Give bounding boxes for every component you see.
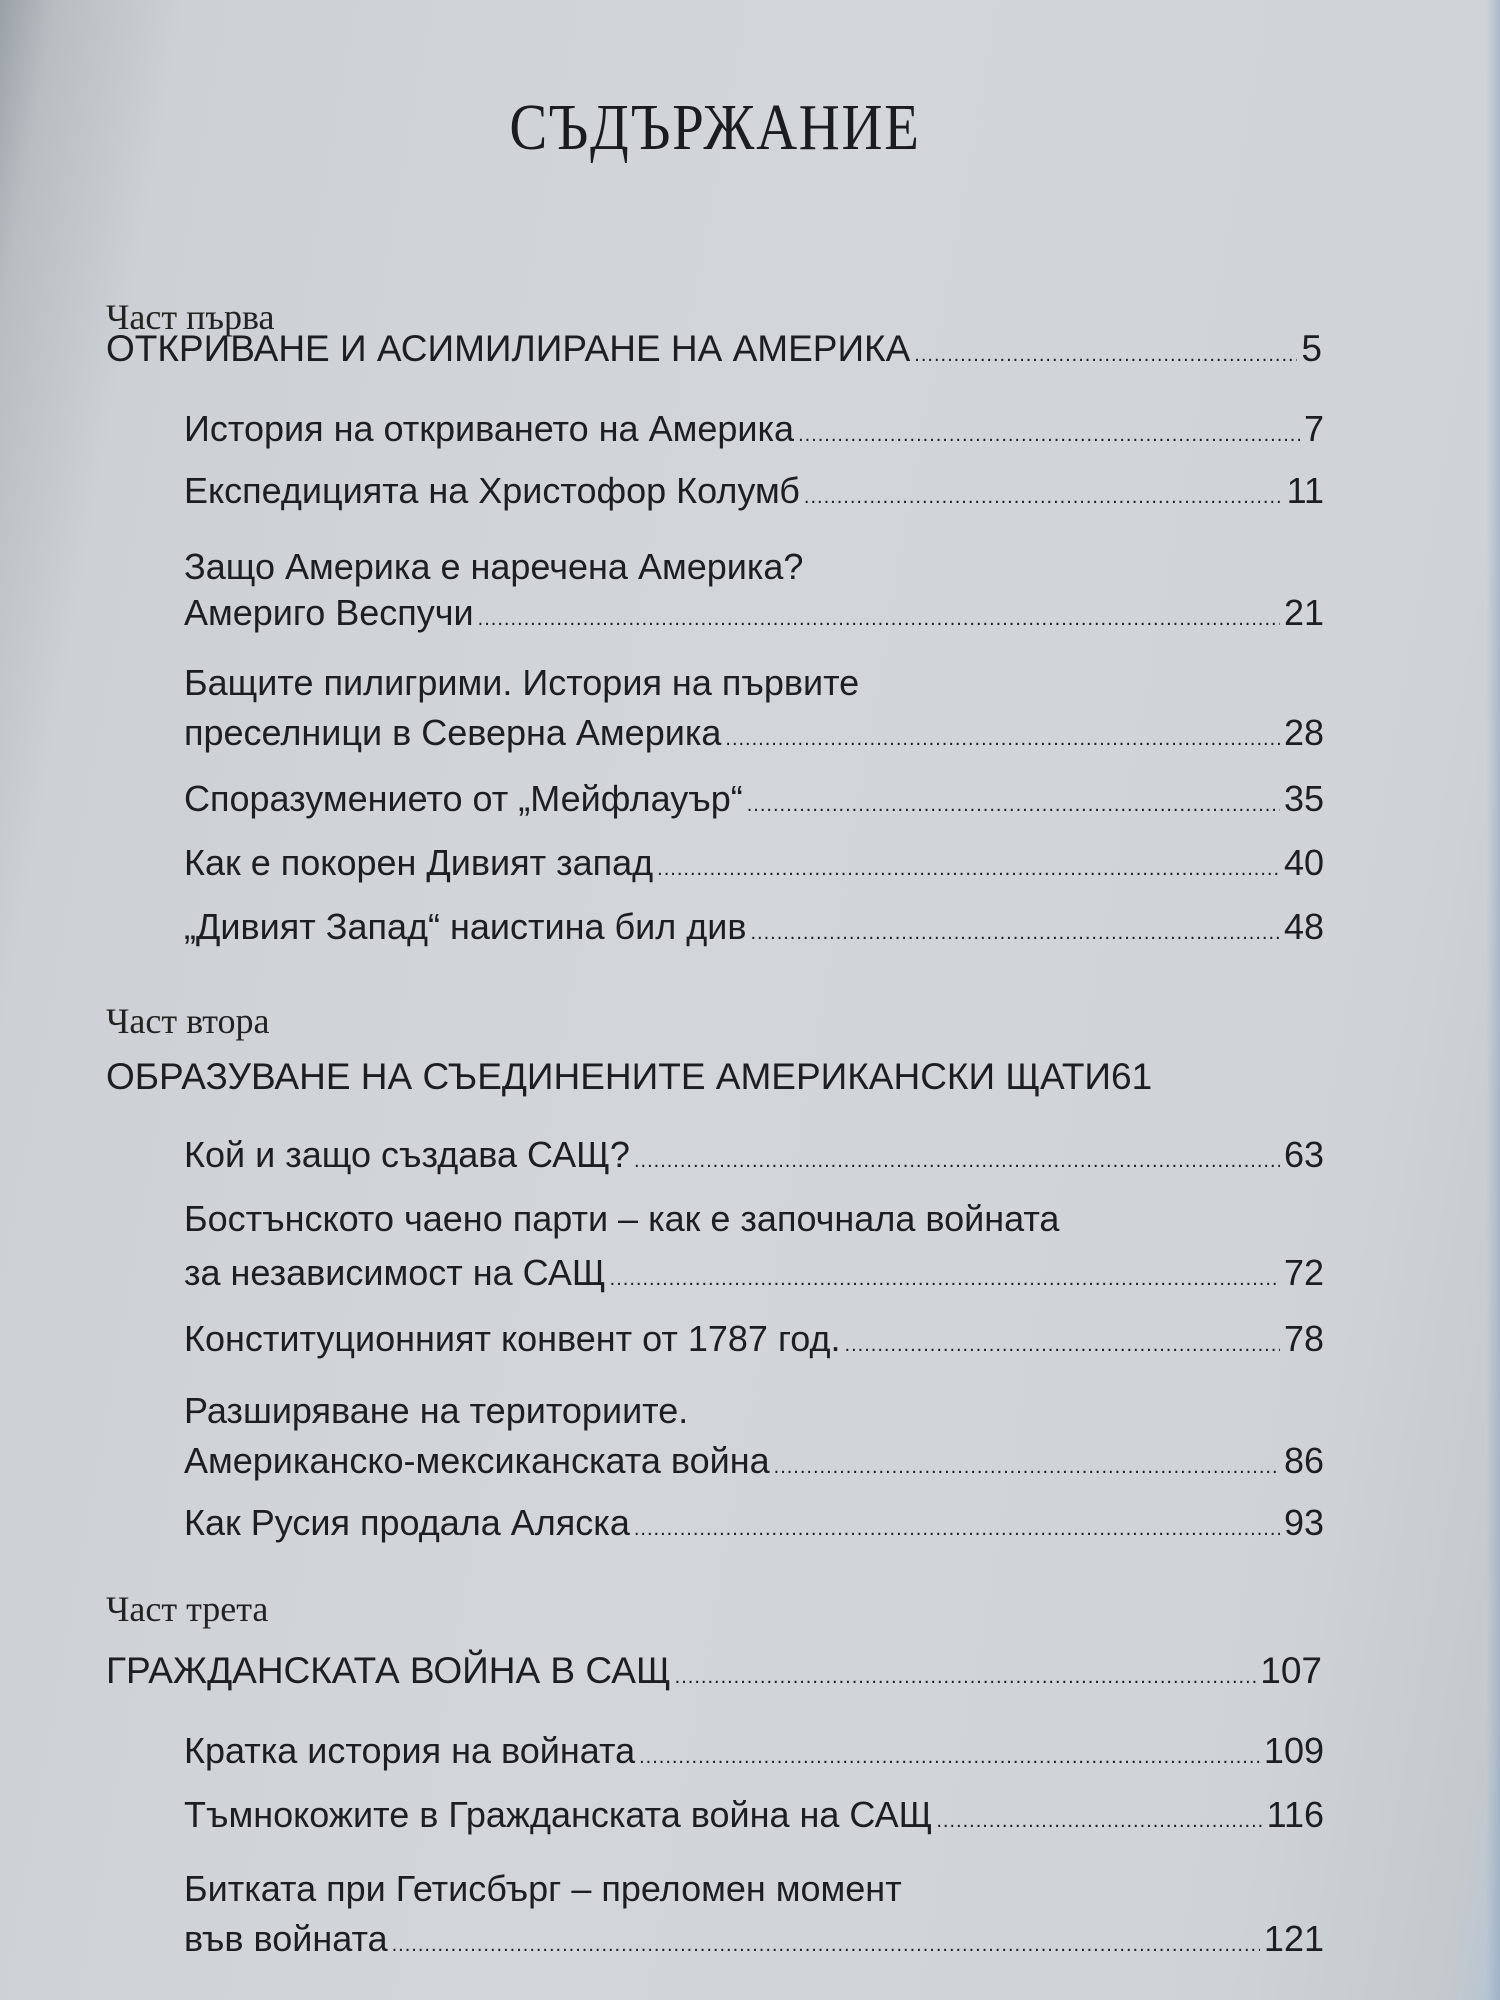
page-number: 21 — [1283, 592, 1324, 633]
leader-dots — [936, 1810, 1262, 1833]
part-label: Част трета — [106, 1589, 269, 1629]
entry-title-line1: Бащите пилигрими. История на първите — [184, 662, 860, 703]
page-number: 109 — [1263, 1730, 1324, 1771]
table-of-contents — [100, 0, 1330, 2000]
entry-title-line1: Бостънското чаено парти – как е започнала войната — [184, 1198, 1060, 1239]
toc-entry — [184, 1502, 1324, 1544]
leader-dots — [845, 1334, 1280, 1357]
entry-title: Кратка история на войната — [184, 1730, 636, 1771]
page-number: 40 — [1283, 842, 1324, 883]
entry-title: Америго Веспучи — [184, 592, 474, 633]
leader-dots — [798, 424, 1300, 447]
page-number: 86 — [1283, 1440, 1324, 1481]
toc-entry — [184, 712, 1324, 754]
leader-dots — [804, 486, 1283, 509]
toc-entry — [184, 408, 1324, 450]
leader-dots — [610, 1268, 1280, 1291]
entry-title: за независимост на САЩ — [184, 1252, 606, 1293]
leader-dots — [675, 1666, 1257, 1689]
leader-dots — [750, 922, 1279, 945]
page-number: 48 — [1283, 906, 1324, 947]
page-edge — [1486, 0, 1500, 2000]
leader-dots — [657, 858, 1280, 881]
leader-dots — [639, 1746, 1260, 1769]
leader-dots — [725, 728, 1280, 751]
page-number: 121 — [1263, 1918, 1324, 1959]
part-label: Част втора — [106, 1001, 270, 1041]
leader-dots — [914, 344, 1297, 367]
entry-title: Американско-мексиканската война — [184, 1440, 770, 1481]
entry-title: Как Русия продала Аляска — [184, 1502, 630, 1543]
part-heading — [106, 1650, 1322, 1692]
leader-dots — [634, 1518, 1280, 1541]
entry-title: Как е покорен Дивият запад — [184, 842, 654, 883]
page-number: 107 — [1260, 1650, 1322, 1691]
part-heading — [106, 328, 1322, 370]
page-number: 7 — [1303, 408, 1324, 449]
page-number: 63 — [1283, 1134, 1324, 1175]
page-number: 93 — [1283, 1502, 1324, 1543]
page-number: 35 — [1283, 778, 1324, 819]
part-label: Част първа — [106, 297, 275, 337]
leader-dots — [634, 1150, 1280, 1173]
part-title: ОБРАЗУВАНЕ НА СЪЕДИНЕНИТЕ АМЕРИКАНСКИ ЩАТИ — [106, 1056, 1112, 1097]
leader-dots — [478, 608, 1280, 631]
toc-entry — [184, 1794, 1324, 1836]
entry-title: във войната — [184, 1918, 388, 1959]
page-number: 116 — [1266, 1794, 1324, 1835]
page-number: 72 — [1283, 1252, 1324, 1293]
part-title: ОТКРИВАНЕ И АСИМИЛИРАНЕ НА АМЕРИКА — [106, 328, 911, 369]
entry-title-line1: Битката при Гетисбърг – преломен момент — [184, 1868, 902, 1909]
entry-title: Тъмнокожите в Гражданската война на САЩ — [184, 1794, 933, 1835]
entry-title: преселници в Северна Америка — [184, 712, 722, 753]
toc-entry — [184, 592, 1324, 634]
toc-entry — [184, 906, 1324, 948]
page-title: СЪДЪРЖАНИЕ — [509, 91, 921, 164]
part-title: ГРАЖДАНСКАТА ВОЙНА В САЩ — [106, 1650, 671, 1691]
toc-entry — [184, 1918, 1324, 1960]
entry-title: Конституционният конвент от 1787 год. — [184, 1318, 841, 1359]
part-heading — [106, 1056, 1322, 1098]
entry-title-line1: Разширяване на териториите. — [184, 1390, 689, 1431]
toc-entry — [184, 1318, 1324, 1360]
toc-entry — [184, 1730, 1324, 1772]
toc-entry — [184, 1440, 1324, 1482]
entry-title-line1: Защо Америка е наречена Америка? — [184, 546, 804, 587]
page-number: 61 — [1111, 1056, 1153, 1097]
leader-dots — [392, 1934, 1260, 1957]
entry-title: Експедицията на Христофор Колумб — [184, 470, 800, 511]
page-number: 78 — [1283, 1318, 1324, 1359]
toc-entry — [184, 1252, 1324, 1294]
toc-entry — [184, 1134, 1324, 1176]
leader-dots — [747, 794, 1280, 817]
toc-entry — [184, 842, 1324, 884]
entry-title: Споразумението от „Мейфлауър“ — [184, 778, 743, 819]
page-number: 5 — [1301, 328, 1322, 369]
page-number: 11 — [1286, 470, 1324, 511]
page-number: 28 — [1283, 712, 1324, 753]
toc-entry — [184, 778, 1324, 820]
leader-dots — [774, 1456, 1280, 1479]
toc-entry — [184, 470, 1324, 512]
entry-title: Кой и защо създава САЩ? — [184, 1134, 630, 1175]
entry-title: История на откриването на Америка — [184, 408, 795, 449]
entry-title: „Дивият Запад“ наистина бил див — [184, 906, 747, 947]
